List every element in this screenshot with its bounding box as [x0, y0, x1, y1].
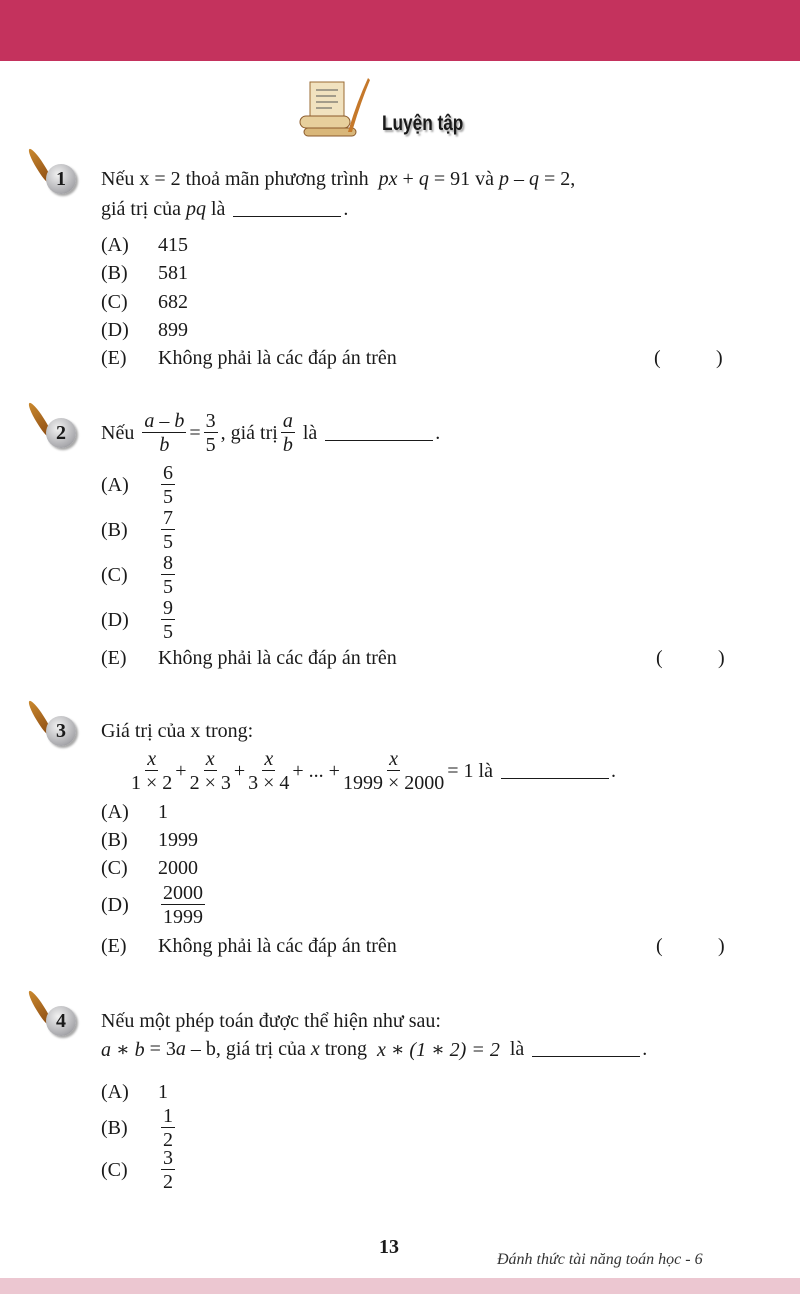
fraction — [248, 749, 289, 793]
denominator: b — [282, 434, 293, 456]
option-a — [0, 462, 800, 508]
question-text — [101, 196, 348, 222]
denominator: 2 — [163, 1171, 173, 1193]
question-text — [101, 166, 575, 192]
option-value: 1999 — [158, 828, 198, 851]
option-label: (B) — [101, 828, 128, 851]
text: . — [642, 1037, 648, 1060]
answer-box-close: ) — [718, 646, 725, 669]
option-fraction — [161, 553, 175, 597]
text: = 2, — [543, 167, 576, 190]
question-number-badge: 2 — [46, 418, 76, 448]
answer-box-open: ( — [654, 346, 661, 369]
answer-box-close: ) — [718, 934, 725, 957]
option-b — [0, 1105, 800, 1151]
option-label: (A) — [101, 473, 129, 496]
var: px — [378, 167, 398, 190]
text: – b, giá trị của — [190, 1037, 306, 1060]
option-label: (A) — [101, 1080, 129, 1103]
text: = 3 — [149, 1037, 176, 1060]
fraction — [142, 411, 186, 455]
fraction — [204, 411, 218, 455]
option-value: 581 — [158, 261, 188, 284]
numerator: 2000 — [163, 882, 203, 904]
op: – — [513, 167, 524, 190]
answer-box-open: ( — [656, 646, 663, 669]
option-c — [0, 552, 800, 598]
option-value: Không phải là các đáp án trên — [158, 934, 397, 957]
top-color-band — [0, 0, 800, 61]
text: . — [343, 197, 349, 220]
question-number-badge: 3 — [46, 716, 76, 746]
option-e — [0, 645, 800, 671]
text: Nếu x = 2 thoả mãn phương trình — [101, 167, 369, 190]
op: + — [402, 167, 414, 190]
answer-blank — [233, 202, 341, 217]
numerator: x — [264, 748, 274, 770]
question-number-badge: 1 — [46, 164, 76, 194]
option-value: 1 — [158, 800, 168, 823]
expr: a ∗ b — [101, 1038, 145, 1061]
var: pq — [185, 197, 206, 220]
option-label: (D) — [101, 318, 129, 341]
option-c — [0, 289, 800, 315]
option-a — [0, 232, 800, 258]
option-value: Không phải là các đáp án trên — [158, 646, 397, 669]
option-value: 899 — [158, 318, 188, 341]
denominator: 5 — [163, 621, 173, 643]
option-label: (E) — [101, 646, 127, 669]
var: q — [418, 167, 429, 190]
option-value: Không phải là các đáp án trên — [158, 346, 397, 369]
scroll-quill-icon — [296, 74, 374, 140]
denominator: 1999 — [163, 906, 203, 928]
option-value: 2000 — [158, 856, 198, 879]
option-e — [0, 345, 800, 371]
denominator: 2 — [163, 1129, 173, 1151]
option-label: (A) — [101, 233, 129, 256]
denominator: 1 × 2 — [131, 772, 173, 794]
question-text — [101, 410, 441, 456]
question-text: Giá trị của x trong: — [101, 719, 254, 742]
numerator: 3 — [205, 410, 216, 432]
denominator: 1999 × 2000 — [342, 772, 445, 794]
text: là — [302, 421, 318, 444]
option-a — [0, 1079, 800, 1105]
option-label: (C) — [101, 1158, 128, 1181]
text: = 91 và — [433, 167, 494, 190]
text: = 1 là — [447, 759, 493, 782]
question-text — [101, 1036, 647, 1062]
option-a — [0, 799, 800, 825]
numerator: x — [147, 748, 157, 770]
option-label: (C) — [101, 563, 128, 586]
question-number-badge: 4 — [46, 1006, 76, 1036]
section-heading: Luyện tập — [382, 112, 464, 135]
fraction — [131, 749, 172, 793]
denominator: 3 × 4 — [248, 772, 290, 794]
option-label: (D) — [101, 608, 129, 631]
numerator: 1 — [163, 1105, 173, 1127]
denominator: b — [159, 434, 170, 456]
option-label: (D) — [101, 893, 129, 916]
option-d — [0, 597, 800, 643]
fraction — [343, 749, 444, 793]
option-d — [0, 882, 800, 928]
page-number: 13 — [379, 1236, 399, 1258]
option-d — [0, 317, 800, 343]
numerator: 6 — [163, 462, 173, 484]
denominator: 5 — [205, 434, 216, 456]
op: = — [189, 421, 201, 444]
option-fraction — [161, 883, 205, 927]
option-label: (B) — [101, 1116, 128, 1139]
numerator: x — [205, 748, 215, 770]
option-value: 415 — [158, 233, 188, 256]
fraction — [190, 749, 231, 793]
text: , giá trị — [220, 421, 278, 444]
answer-box-close: ) — [716, 346, 723, 369]
expr: x ∗ (1 ∗ 2) = 2 — [376, 1038, 500, 1061]
option-fraction — [161, 1148, 175, 1192]
var: x — [310, 1037, 320, 1060]
option-value: 1 — [158, 1080, 168, 1103]
denominator: 5 — [163, 531, 173, 553]
numerator: a — [282, 410, 293, 432]
option-label: (E) — [101, 346, 127, 369]
option-label: (E) — [101, 934, 127, 957]
text: . — [610, 759, 616, 782]
text: là — [210, 197, 226, 220]
option-e — [0, 933, 800, 959]
var: p — [498, 167, 509, 190]
answer-blank — [325, 426, 433, 441]
text: trong — [324, 1037, 367, 1060]
option-fraction — [161, 1106, 175, 1150]
answer-blank — [501, 764, 609, 779]
text: giá trị của — [101, 197, 181, 220]
option-b — [0, 827, 800, 853]
numerator: 9 — [163, 597, 173, 619]
option-c — [0, 1147, 800, 1193]
option-value: 682 — [158, 290, 188, 313]
answer-blank — [532, 1042, 640, 1057]
numerator: 8 — [163, 552, 173, 574]
bottom-color-band — [0, 1278, 800, 1294]
book-title-footer: Đánh thức tài năng toán học - 6 — [497, 1251, 703, 1268]
op: + — [175, 759, 187, 782]
answer-box-open: ( — [656, 934, 663, 957]
fraction — [281, 411, 295, 455]
option-b — [0, 260, 800, 286]
text: Nếu — [101, 421, 135, 444]
var: q — [528, 167, 539, 190]
op: + ... + — [292, 759, 340, 782]
numerator: x — [389, 748, 399, 770]
option-fraction — [161, 463, 175, 507]
denominator: 2 × 3 — [189, 772, 231, 794]
numerator: 3 — [163, 1147, 173, 1169]
option-fraction — [161, 598, 175, 642]
denominator: 5 — [163, 486, 173, 508]
option-fraction — [161, 508, 175, 552]
option-label: (B) — [101, 261, 128, 284]
numerator: 7 — [163, 507, 173, 529]
equation — [128, 748, 616, 794]
text: . — [435, 421, 441, 444]
text: là — [509, 1037, 525, 1060]
op: + — [233, 759, 246, 782]
option-label: (C) — [101, 856, 128, 879]
question-text: Nếu một phép toán được thể hiện như sau: — [101, 1009, 441, 1032]
option-b — [0, 507, 800, 553]
option-label: (C) — [101, 290, 128, 313]
denominator: 5 — [163, 576, 173, 598]
var: a — [175, 1037, 186, 1060]
numerator: a – b — [144, 410, 185, 432]
option-label: (B) — [101, 518, 128, 541]
option-c — [0, 855, 800, 881]
option-label: (A) — [101, 800, 129, 823]
